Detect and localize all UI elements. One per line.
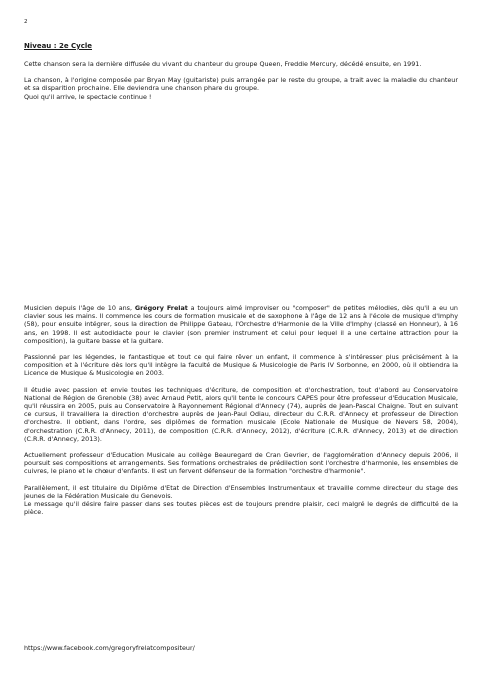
bio-paragraph-3: Il étudie avec passion et envie toutes les techniques d'écriture, de composition et d'orchestration, tout d'abord au Conservatoire National de Région de Grenoble (38) avec Arnaud Petit, alors qu'il tente le concours CAPES pour être professeur d'Education Musicale, qu'il réussira en 2005, puis au Conservatoire à Rayonnement Régional d'Annecy (74), auprès de Jean-Pascal Chaigne. Tout en suivant ce cursus, il travaillera la direction d'orchestre auprès de Jean-Paul Odiau, directeur du C.R.R. d'Annecy et professeur de Direction d'orchestre. Il obtient, dans l'ordre, ses diplômes de formation musicale (Ecole Nationale de Musique de Nevers 58, 2004), d'orchestration (C.R.R. d'Annecy, 2011), de composition (C.R.R. d'Annecy, 2012), d'écriture (C.R.R. d'Annecy, 2013) et de direction (C.R.R. d'Annecy, 2013).: [24, 385, 458, 443]
intro-section: [24, 60, 458, 101]
facebook-link[interactable]: https://www.facebook.com/gregoryfrelatcompositeur/: [24, 644, 195, 652]
biography-section: [24, 304, 458, 516]
level-heading: Niveau : 2e Cycle: [24, 42, 93, 50]
composer-name: Grégory Frelat: [134, 304, 188, 312]
intro-paragraph-2-text: La chanson, à l'origine composée par Bryan May (guitariste) puis arrangée par le reste du groupe, a trait avec la maladie du chanteur et sa disparition prochaine. Elle deviendra une chanson phare du groupe.: [24, 76, 458, 93]
bio-p5-text: Parallèlement, il est titulaire du Diplôme d'Etat de Direction d'Ensembles Instrumentaux et travaille comme directeur du stage des jeunes de la Fédération Musicale du Genevois.: [24, 483, 458, 500]
intro-paragraph-2: [24, 76, 458, 101]
bio-p5-line2: Le message qu'il désire faire passer dans ses toutes pièces est de toujours prendre plaisir, ceci malgré le degrés de difficulté de la pièce.: [24, 500, 458, 517]
intro-paragraph-2-line2: Quoi qu'il arrive, le spectacle continue !: [24, 92, 152, 101]
bio-paragraph-2: Passionné par les légendes, le fantastique et tout ce qui faire rêver un enfant, il commence à s'intéresser plus précisément à la composition et à l'écriture dès lors qu'il intègre la faculté de Musique & Musicologie de Paris IV Sorbonne, en 2000, où il obtiendra la Licence de Musique & Musicologie en 2003.: [24, 353, 458, 378]
intro-paragraph-1: Cette chanson sera la dernière diffusée du vivant du chanteur du groupe Queen, Freddie Mercury, décédé ensuite, en 1991.: [24, 60, 422, 68]
bio-paragraph-5: [24, 484, 458, 517]
page-number: 2: [24, 19, 28, 25]
bio-p1-pre: Musicien depuis l'âge de 10 ans,: [24, 304, 135, 312]
bio-p1-post: a toujours aimé improviser ou "composer" de petites mélodies, dès qu'il a eu un clavier sous les mains. Il commence les cours de formation musicale et de saxophone à l'âge de 12 ans à l'école de musique d'Imphy (58), pour ensuite intégrer, sous la direction de Philippe Gateau, l'Orchestre d'Harmonie de la Ville d'Imphy (classé en Honneur), à 16 ans, en 1998. Il est autodidacte pour le clavier (son premier instrument et celui pour lequel il a une certaine attraction pour la composition), la guitare basse et la guitare.: [24, 304, 458, 345]
bio-paragraph-1: [24, 304, 458, 345]
bio-paragraph-4: Actuellement professeur d'Education Musicale au collège Beauregard de Cran Gevrier, de l'agglomération d'Annecy depuis 2006, il poursuit ses compositions et arrangements. Ses formations orchestrales de prédilection sont l'orchestre d'harmonie, les ensembles de cuivres, le piano et le chœur d'enfants. Il est un fervent défenseur de la formation "orchestre d'harmonie".: [24, 451, 458, 476]
